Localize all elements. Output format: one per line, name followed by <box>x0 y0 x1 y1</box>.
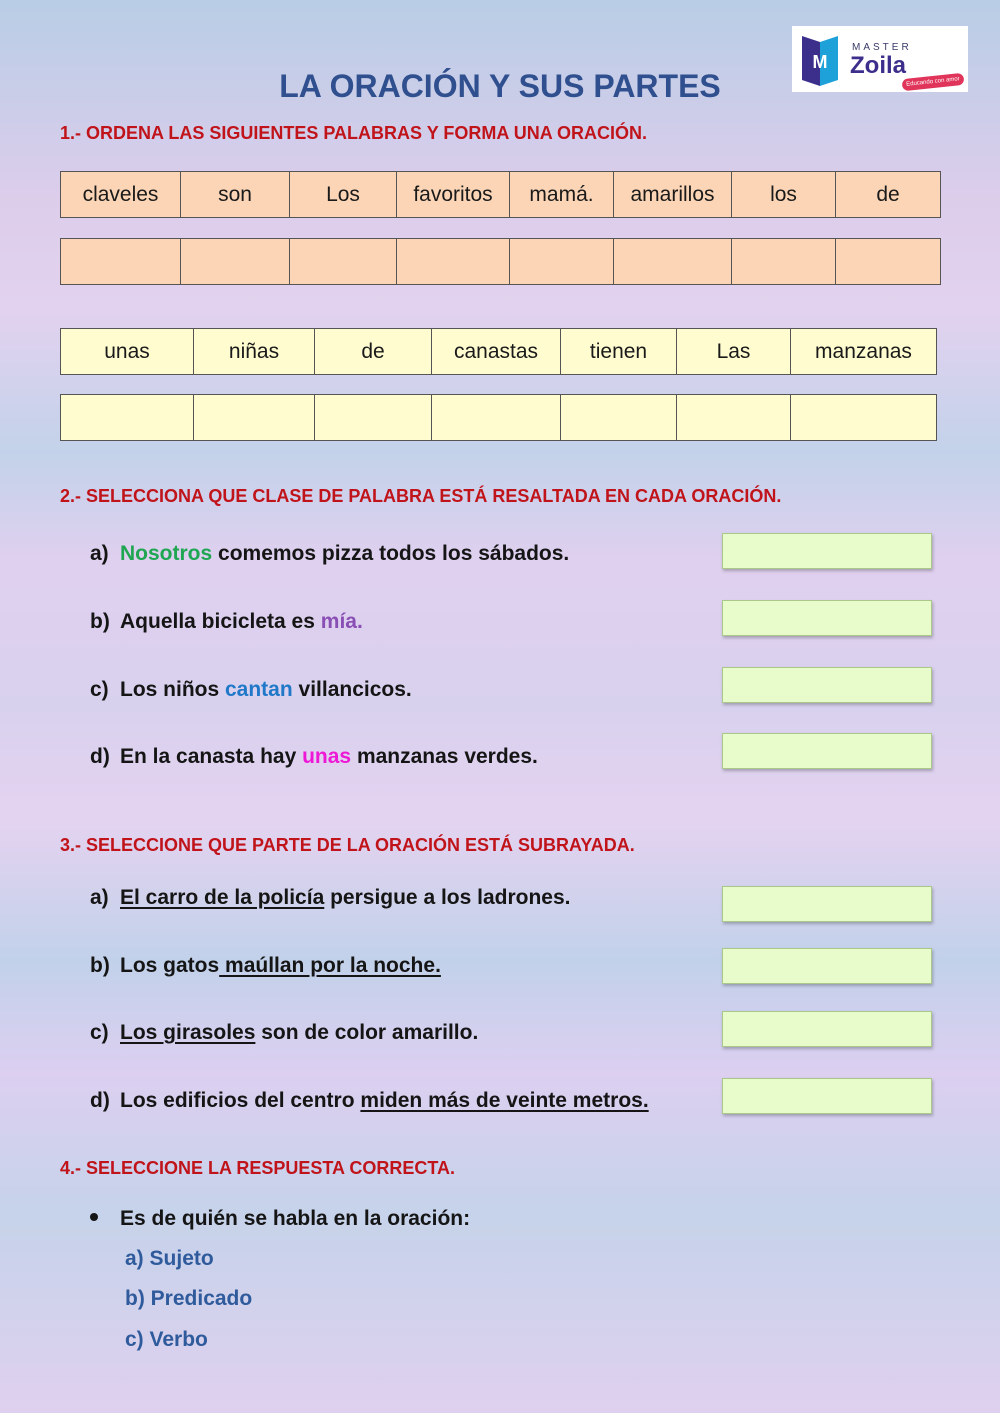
drop-cell[interactable] <box>732 239 836 285</box>
s2-sentence-b: b) Aquella bicicleta es mía. <box>90 610 363 633</box>
word-cell[interactable]: de <box>836 172 941 218</box>
s3-sentence-c: c) Los girasoles son de color amarillo. <box>90 1021 479 1044</box>
answer-table-1 <box>60 238 941 285</box>
s2-answer-a[interactable] <box>722 533 932 569</box>
s2-answer-d[interactable] <box>722 733 932 769</box>
word-cell[interactable]: mamá. <box>510 172 614 218</box>
drop-cell[interactable] <box>836 239 941 285</box>
word-cell[interactable]: son <box>181 172 290 218</box>
s2-answer-b[interactable] <box>722 600 932 636</box>
s3-sentence-a: a) El carro de la policía persigue a los ladrones. <box>90 886 571 909</box>
drop-cell[interactable] <box>315 395 432 441</box>
word-cell[interactable]: claveles <box>61 172 181 218</box>
drop-cell[interactable] <box>561 395 677 441</box>
drop-cell[interactable] <box>432 395 561 441</box>
drop-cell[interactable] <box>614 239 732 285</box>
word-cell[interactable]: Las <box>677 329 791 375</box>
drop-cell[interactable] <box>510 239 614 285</box>
s3-sentence-d: d) Los edificios del centro miden más de veinte metros. <box>90 1089 649 1112</box>
svg-text:M: M <box>812 52 828 72</box>
underlined-part: maúllan por la noche. <box>219 954 441 977</box>
s3-answer-d[interactable] <box>722 1078 932 1114</box>
word-table-1 <box>60 171 941 218</box>
section1-heading: 1.- ORDENA LAS SIGUIENTES PALABRAS Y FORMA UNA ORACIÓN. <box>60 123 648 143</box>
drop-cell[interactable] <box>791 395 937 441</box>
word-cell[interactable]: manzanas <box>791 329 937 375</box>
word-cell[interactable]: canastas <box>432 329 561 375</box>
underlined-part: Los girasoles <box>120 1021 256 1044</box>
s3-answer-a[interactable] <box>722 886 932 922</box>
s2-sentence-d: d) En la canasta hay unas manzanas verdes. <box>90 745 538 768</box>
word-cell[interactable]: tienen <box>561 329 677 375</box>
s2-answer-c[interactable] <box>722 667 932 703</box>
word-table-2 <box>60 328 937 375</box>
word-cell[interactable]: favoritos <box>397 172 510 218</box>
section3-heading: 3.- SELECCIONE QUE PARTE DE LA ORACIÓN ESTÁ SUBRAYADA. <box>60 835 635 855</box>
drop-cell[interactable] <box>61 395 194 441</box>
underlined-part: miden más de veinte metros. <box>360 1089 649 1112</box>
bullet-icon <box>90 1213 98 1221</box>
logo-name-text: Zoila <box>850 52 907 79</box>
word-cell[interactable]: Los <box>290 172 397 218</box>
word-cell[interactable]: amarillos <box>614 172 732 218</box>
logo-ribbon: Educando con amor <box>902 73 965 91</box>
highlighted-word: Nosotros <box>120 542 213 565</box>
word-cell[interactable]: niñas <box>194 329 315 375</box>
drop-cell[interactable] <box>677 395 791 441</box>
drop-cell[interactable] <box>290 239 397 285</box>
logo-master-text: MASTER <box>852 42 912 53</box>
word-cell[interactable]: unas <box>61 329 194 375</box>
question-text: Es de quién se habla en la oración: <box>120 1207 471 1230</box>
s2-sentence-c: c) Los niños cantan villancicos. <box>90 678 412 701</box>
s3-answer-c[interactable] <box>722 1011 932 1047</box>
drop-cell[interactable] <box>61 239 181 285</box>
word-cell[interactable]: de <box>315 329 432 375</box>
highlighted-word: cantan <box>225 678 293 701</box>
drop-cell[interactable] <box>181 239 290 285</box>
section4-heading: 4.- SELECCIONE LA RESPUESTA CORRECTA. <box>60 1158 456 1178</box>
s3-sentence-b: b) Los gatos maúllan por la noche. <box>90 954 441 977</box>
underlined-part: El carro de la policía <box>120 886 325 909</box>
s3-answer-b[interactable] <box>722 948 932 984</box>
word-cell[interactable]: los <box>732 172 836 218</box>
section2-heading: 2.- SELECCIONA QUE CLASE DE PALABRA ESTÁ RESALTADA EN CADA ORACIÓN. <box>60 486 782 506</box>
option-a[interactable]: a) Sujeto <box>125 1247 214 1270</box>
option-c[interactable]: c) Verbo <box>125 1328 208 1351</box>
answer-table-2 <box>60 394 937 441</box>
drop-cell[interactable] <box>397 239 510 285</box>
option-b[interactable]: b) Predicado <box>125 1287 253 1310</box>
page-title: LA ORACIÓN Y SUS PARTES <box>279 68 721 104</box>
highlighted-word: mía. <box>320 610 363 633</box>
highlighted-word: unas <box>302 745 352 768</box>
drop-cell[interactable] <box>194 395 315 441</box>
s2-sentence-a: a) Nosotros comemos pizza todos los sábados. <box>90 542 570 565</box>
